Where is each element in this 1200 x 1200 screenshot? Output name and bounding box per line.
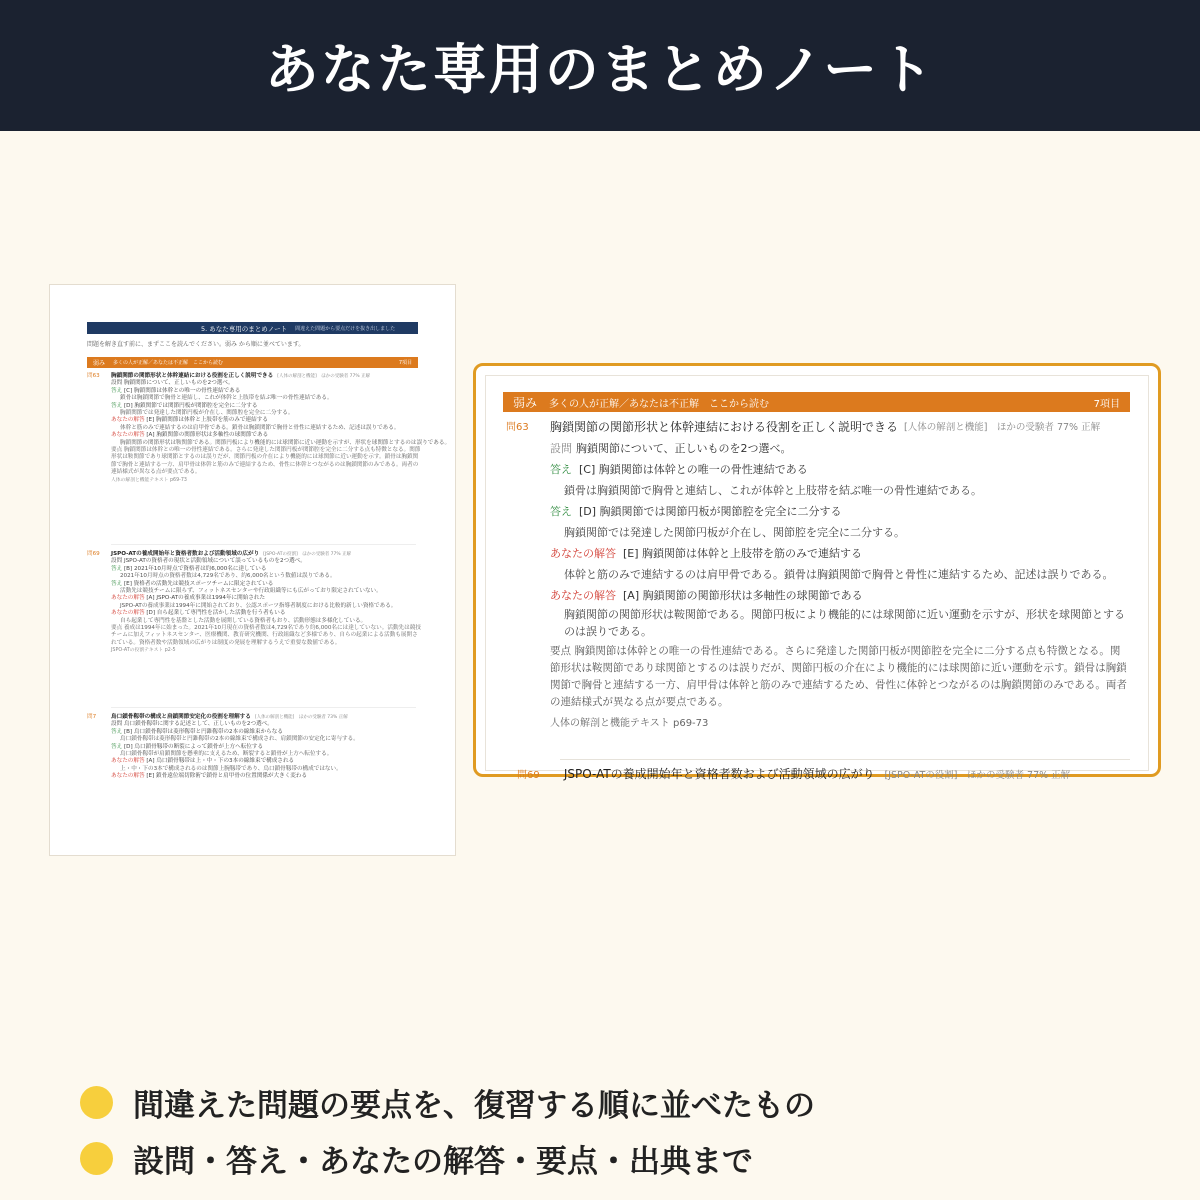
- thumb-source: 人体の解剖と機能テキスト p69-73: [111, 477, 187, 483]
- weakness-sub: 多くの人が正解／あなたは不正解 ここから読む: [549, 398, 770, 410]
- thumb-question-title: JSPO-ATの養成開始年と資格者数および活動領域の広がり: [111, 551, 260, 557]
- thumb-answer-line: [87, 403, 422, 410]
- thumb-explanation: 活動先は競技チームに限らず、フィットネスセンターや行政組織等にも広がっており限定されていない。: [120, 588, 382, 595]
- thumb-line-text: [E] 鎖骨遠位端切除術で鎖骨と肩甲骨の位置関係が大きく変わる: [146, 773, 308, 780]
- thumb-intro: 問題を解き直す前に、まずここを読んでください。弱み から順に並べています。: [87, 341, 305, 348]
- thumb-key-point: 要点 養成は1994年に始まった。2021年10月現在の資格者数は4,729名であり約6,000名には達していない。活動先は競技チームに加えフィットネスセンター、医療機関、教育研究機関、行政組織など多様であり、自らの起業による活動も展開されている。資格者数や活動領域の広がりは制度の発展を理解するうえで重要な数値である。: [111, 625, 421, 646]
- source: 人体の解剖と機能テキスト p69-73: [550, 718, 709, 729]
- feature-bullets: [80, 1078, 815, 1190]
- thumb-line-label: あなたの解答: [111, 417, 145, 424]
- explanation: 鎖骨は胸鎖関節で胸骨と連結し、これが体幹と上肢帯を結ぶ唯一の骨性連結である。: [564, 484, 982, 497]
- thumb-line-text: [A] 烏口鎖骨靱帯は上・中・下の3本の線維束で構成される: [146, 758, 295, 765]
- thumb-question-prompt: 設問 胸鎖関節について、正しいものを2つ選べ。: [111, 380, 234, 387]
- thumb-your-answer-line: [87, 610, 422, 617]
- thumb-question-title: 烏口鎖骨靱帯の構成と肩鎖関節安定化の役割を理解する: [111, 714, 251, 720]
- note-page-thumbnail: [49, 284, 456, 856]
- item-count: 7項目: [1093, 398, 1120, 410]
- thumb-question-title: 胸鎖関節の関節形状と体幹連結における役割を正しく説明できる: [111, 373, 274, 379]
- answer-line: 答え [C] 胸鎖関節は体幹との唯一の骨性連結である: [550, 463, 808, 476]
- thumb-question-number: 問63: [87, 373, 100, 379]
- thumb-line-label: 答え: [111, 728, 123, 735]
- thumb-section-title: 5. あなた専用のまとめノート 間違えた問題から要点だけを抜き出しました: [87, 322, 418, 334]
- explanation: 体幹と筋のみで連結するのは肩甲骨である。鎖骨は胸鎖関節で胸骨と骨性に連結するため、記述は誤りである。: [564, 568, 1114, 581]
- thumb-explanation: 胸鎖関節の関節形状は鞍関節である。関節円板により機能的には球関節に近い運動を示すが、形状を球関節とするのは誤りである。: [120, 439, 451, 446]
- thumb-line-text: [C] 胸鎖関節は体幹との唯一の骨性連結である: [123, 387, 241, 394]
- thumb-your-answer-line: [87, 432, 422, 439]
- thumb-explanation: 2021年10月時点の資格者数は4,729名であり、約6,000名という数値は誤りである。: [120, 573, 336, 580]
- question-category: [人体の解剖と機能] ほかの受験者 77% 正解: [904, 422, 1101, 433]
- thumb-question-category: [JSPO-ATの役割] ほかの受験者 77% 正解: [263, 552, 352, 557]
- thumb-your-answer-line: [87, 773, 422, 780]
- thumb-divider: [111, 544, 416, 545]
- thumb-explanation: 鎖骨は胸鎖関節で胸骨と連結し、これが体幹と上肢帯を結ぶ唯一の骨性連結である。: [120, 395, 333, 402]
- thumb-explanation: 烏口鎖骨靱帯は菱形靱帯と円錐靱帯の2本の線維束で構成され、肩鎖関節の安定化に寄与する。: [120, 736, 359, 743]
- zoom-question: [506, 417, 1128, 734]
- thumb-your-answer-line: [87, 758, 422, 765]
- thumb-question-category: [人体の解剖と機能] ほかの受験者 77% 正解: [277, 374, 371, 379]
- thumb-line-label: あなたの解答: [111, 595, 145, 602]
- thumb-line-text: [B] 烏口鎖骨靱帯は菱形靱帯と円錐靱帯の2本の線維束からなる: [123, 728, 283, 735]
- bullet-item: 設問・答え・あなたの解答・要点・出典まで: [80, 1134, 815, 1182]
- thumb-key-point: 要点 胸鎖関節は体幹との唯一の骨性連結である。さらに発達した関節円板が関節腔を完全に二分する点も特徴となる。関節形状は鞍関節であり球関節とするのは誤りだが、関節円板の介在により機能的には球関節に近い運動を示す。鎖骨は胸鎖関節で胸骨と連結する一方、肩甲骨は体幹と筋のみで連結するため、骨性に体幹とつながるのは胸鎖関節のみである。両者の連結様式が異なる点が要点である。: [111, 447, 421, 476]
- thumb-your-answer-line: [87, 417, 422, 424]
- thumb-question-prompt: 設問 烏口鎖骨靱帯に関する記述として、正しいものを2つ選べ。: [111, 721, 273, 728]
- thumb-line-text: [A] 胸鎖関節の関節形状は多軸性の球関節である: [146, 432, 269, 439]
- key-point: 要点 胸鎖関節は体幹との唯一の骨性連結である。さらに発達した関節円板が関節腔を完全に二分する点も特徴となる。関節形状は鞍関節であり球関節とするのは誤りだが、関節円板の介在により機能的には球関節に近い運動を示す。鎖骨は胸鎖関節で胸骨と連結する一方、肩甲骨は体幹と筋のみで連結するため、骨性に体幹とつながるのは胸鎖関節のみである。両者の連結様式が異なる点が要点である。: [550, 645, 1127, 708]
- thumb-line-label: あなたの解答: [111, 432, 145, 439]
- next-question-peek: 問69 JSPO-ATの養成開始年と資格者数および活動領域の広がり [JSPO-ATの役割] ほかの受験者 77% 正解: [517, 767, 1071, 781]
- thumb-question: [87, 373, 451, 484]
- zoom-page: [485, 375, 1149, 781]
- thumb-line-label: あなたの解答: [111, 610, 145, 617]
- thumb-line-text: [D] 自ら起業して専門性を活かした活動を行う者もいる: [146, 610, 286, 617]
- thumb-line-label: 答え: [111, 580, 123, 587]
- question-title: 胸鎖関節の関節形状と体幹連結における役割を正しく説明できる: [550, 420, 899, 434]
- thumb-question-category: [人体の解剖と機能] ほかの受験者 73% 正解: [254, 715, 348, 720]
- your-answer-line: あなたの解答 [E] 胸鎖関節は体幹と上肢帯を筋のみで連結する: [550, 547, 863, 560]
- thumb-explanation: 体幹と筋のみで連結するのは肩甲骨である。鎖骨は胸鎖関節で胸骨と骨性に連結するため、記述は誤りである。: [120, 424, 400, 431]
- thumb-source: JSPO-ATの役割テキスト p2-5: [111, 648, 176, 654]
- thumb-line-label: 答え: [111, 402, 123, 409]
- thumb-line-text: [A] JSPO-ATの養成事業は1994年に開始された: [146, 595, 266, 602]
- thumb-line-text: [D] 胸鎖関節では関節円板が関節腔を完全に二分する: [123, 402, 258, 409]
- thumb-explanation: 胸鎖関節では発達した関節円板が介在し、関節腔を完全に二分する。: [120, 410, 294, 417]
- thumb-line-label: 答え: [111, 743, 123, 750]
- question-prompt: 設問 胸鎖関節について、正しいものを2つ選べ。: [550, 442, 792, 455]
- thumb-question-prompt: 設問 JSPO-ATの資格者の現状と活動領域について誤っているものを2つ選べ。: [111, 558, 306, 565]
- thumb-weakness-bar: 弱み 多くの人が正解／あなたは不正解 ここから読む 7項目: [87, 357, 418, 368]
- answer-line: 答え [D] 胸鎖関節では関節円板が関節腔を完全に二分する: [550, 505, 842, 518]
- bullet-item: 間違えた問題の要点を、復習する順に並べたもの: [80, 1078, 815, 1126]
- zoom-weakness-bar: [503, 392, 1130, 412]
- your-answer-line: あなたの解答 [A] 胸鎖関節の関節形状は多軸性の球関節である: [550, 589, 863, 602]
- bullet-dot-icon: [80, 1142, 113, 1175]
- thumb-explanation: 烏口鎖骨靱帯が肩鎖関節を懸垂的に支えるため、断裂すると鎖骨が上方へ転位する。: [120, 751, 333, 758]
- thumb-line-label: あなたの解答: [111, 758, 145, 765]
- thumb-explanation: 上・中・下の3本で構成されるのは関節上腕靱帯であり、烏口鎖骨靱帯の構成ではない。: [120, 765, 342, 772]
- thumb-line-text: [B] 2021年10月時点で資格者は約6,000名に達している: [123, 565, 267, 572]
- thumb-explanation: JSPO-ATの養成事業は1994年に開始されており、公認スポーツ指導者制度における比較的新しい資格である。: [120, 602, 397, 609]
- header: [0, 0, 1200, 131]
- divider: [560, 759, 1130, 760]
- thumb-line-text: [E] 資格者の活動先は競技スポーツチームに限定されている: [123, 580, 274, 587]
- thumb-explanation: 自ら起業して専門性を基盤とした活動を展開している資格者もおり、活動形態は多様化している。: [120, 617, 367, 624]
- thumb-line-label: あなたの解答: [111, 773, 145, 780]
- bullet-dot-icon: [80, 1086, 113, 1119]
- thumb-question-number: 問7: [87, 714, 97, 720]
- thumb-question-number: 問69: [87, 551, 100, 557]
- page-title: あなた専用のまとめノート: [264, 38, 936, 101]
- thumb-your-answer-line: [87, 595, 422, 602]
- thumb-answer-line: [87, 744, 422, 751]
- thumb-divider: [111, 707, 416, 708]
- explanation: 胸鎖関節の関節形状は鞍関節である。関節円板により機能的には球関節に近い運動を示すが、形状を球関節とするのは誤りである。: [564, 608, 1125, 638]
- question-number: 問63: [506, 422, 529, 433]
- thumb-line-label: 答え: [111, 387, 123, 394]
- thumb-question: [87, 714, 422, 781]
- thumb-answer-line: [87, 581, 422, 588]
- explanation: 胸鎖関節では発達した関節円板が介在し、関節腔を完全に二分する。: [564, 526, 905, 539]
- zoom-detail-box: [473, 363, 1161, 781]
- thumb-line-label: 答え: [111, 565, 123, 572]
- thumb-line-text: [E] 胸鎖関節は体幹と上肢帯を筋のみで連結する: [146, 417, 268, 424]
- weakness-label: 弱み: [513, 395, 538, 410]
- thumb-line-text: [D] 烏口鎖骨靱帯の断裂によって鎖骨が上方へ転位する: [123, 743, 264, 750]
- thumb-question: [87, 551, 422, 655]
